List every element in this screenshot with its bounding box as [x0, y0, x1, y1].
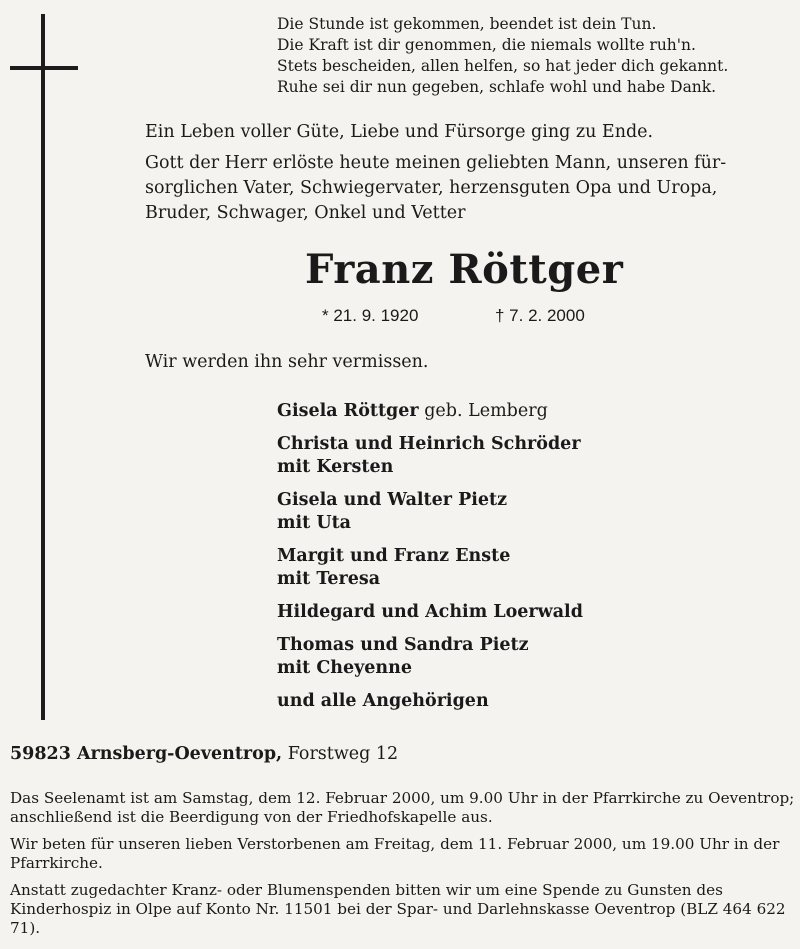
family-entry — [277, 545, 583, 591]
intro-text — [145, 120, 726, 226]
family-entry — [277, 433, 583, 479]
widow-maiden-name: geb. Lemberg — [418, 401, 548, 421]
poem-line: Die Stunde ist gekommen, beendet ist dein Tun. — [277, 15, 657, 33]
poem-line: Ruhe sei dir nun gegeben, schlafe wohl und habe Dank. — [277, 78, 717, 96]
family-child: mit Kersten — [277, 457, 394, 477]
service-notes — [10, 789, 795, 946]
family-entry — [277, 690, 583, 713]
intro-line: Gott der Herr erlöste heute meinen geliebten Mann, unseren für- — [145, 153, 727, 173]
family-child: mit Cheyenne — [277, 658, 413, 678]
family-entry — [277, 634, 583, 680]
family-child: mit Teresa — [277, 569, 381, 589]
note-prayer: Wir beten für unseren lieben Verstorbenen am Freitag, dem 11. Februar 2000, um 19.00 Uhr in der Pfarrkirche. — [10, 835, 780, 872]
intro-line: Bruder, Schwager, Onkel und Vetter — [145, 203, 466, 223]
poem-line: Die Kraft ist dir genommen, die niemals wollte ruh'n. — [277, 36, 696, 54]
family-entry — [277, 400, 583, 423]
deceased-name: Franz Röttger — [305, 246, 624, 293]
family-name: Christa und Heinrich Schröder — [277, 434, 581, 454]
poem-line: Stets bescheiden, allen helfen, so hat jeder dich gekannt. — [277, 57, 729, 75]
note-requiem: Das Seelenamt ist am Samstag, dem 12. Februar 2000, um 9.00 Uhr in der Pfarrkirche zu Oeventrop; anschließend ist die Beerdigung von der Friedhofskapelle aus. — [10, 789, 795, 826]
family-entry — [277, 601, 583, 624]
widow-name: Gisela Röttger — [277, 401, 419, 421]
intro-line: sorglichen Vater, Schwiegervater, herzensguten Opa und Uropa, — [145, 178, 718, 198]
family-entry — [277, 489, 583, 535]
address-city: 59823 Arnsberg-Oeventrop, — [10, 744, 283, 764]
family-list — [277, 400, 583, 723]
note-donation: Anstatt zugedachter Kranz- oder Blumenspenden bitten wir um eine Spende zu Gunsten des Kinderhospiz in Olpe auf Konto Nr. 11501 bei der Spar- und Darlehnskasse Oeventrop (BLZ 464 622 71). — [10, 881, 786, 937]
address — [10, 744, 398, 764]
family-name: Thomas und Sandra Pietz — [277, 635, 529, 655]
family-name: Margit und Franz Enste — [277, 546, 511, 566]
family-closing: und alle Angehörigen — [277, 691, 489, 711]
family-name: Hildegard und Achim Loerwald — [277, 602, 583, 622]
intro-line: Ein Leben voller Güte, Liebe und Fürsorge ging zu Ende. — [145, 122, 654, 142]
poem — [277, 14, 728, 98]
birth-date: * 21. 9. 1920 — [322, 306, 419, 325]
cross-vertical-bar — [41, 14, 45, 720]
death-date: † 7. 2. 2000 — [495, 306, 585, 325]
family-child: mit Uta — [277, 513, 352, 533]
miss-text: Wir werden ihn sehr vermissen. — [145, 352, 429, 372]
family-name: Gisela und Walter Pietz — [277, 490, 508, 510]
cross-horizontal-bar — [10, 66, 78, 70]
address-street: Forstweg 12 — [282, 744, 399, 764]
